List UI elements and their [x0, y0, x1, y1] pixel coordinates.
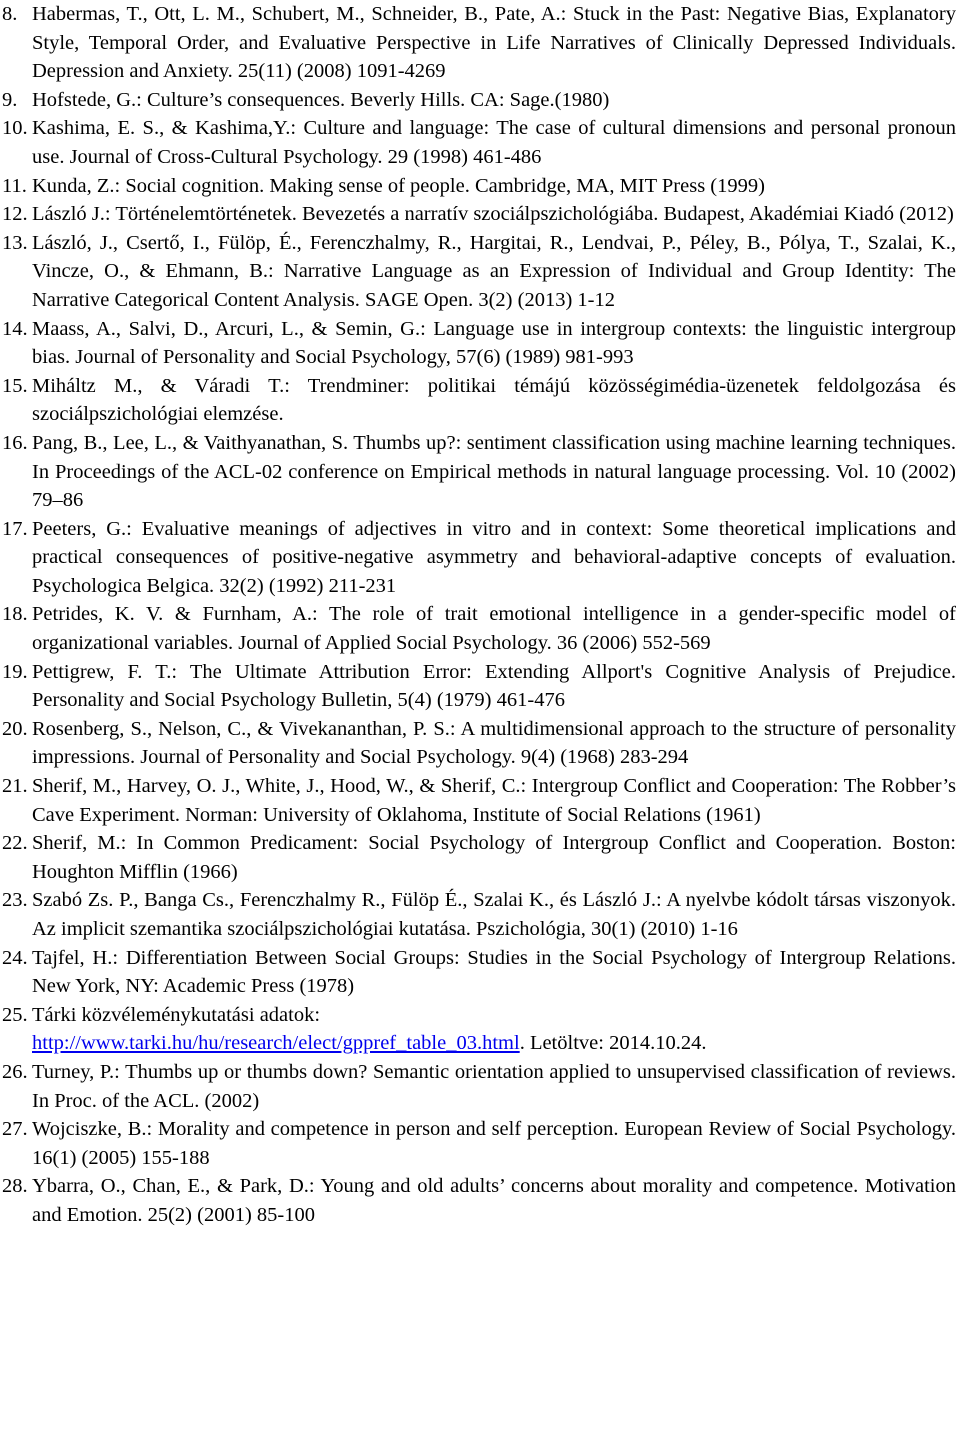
reference-number: 18.: [2, 603, 28, 626]
reference-item: [2, 1058, 956, 1115]
reference-item: [2, 315, 956, 372]
reference-item: [2, 515, 956, 601]
reference-item: [2, 1001, 956, 1058]
reference-number: 26.: [2, 1060, 28, 1083]
reference-text: Szabó Zs. P., Banga Cs., Ferenczhalmy R., Fülöp É., Szalai K., és László J.: A nyelvbe kódolt társas viszonyok. Az implicit szemantika szociálpszichológiai kutatása. Pszichológia, 30(1) (2010) 1-16: [32, 889, 956, 940]
reference-item: [2, 1115, 956, 1172]
reference-text-with-link: [32, 1001, 956, 1058]
reference-number: 25.: [2, 1003, 28, 1026]
reference-number: 22.: [2, 832, 28, 855]
reference-number: 20.: [2, 717, 28, 740]
reference-text: Wojciszke, B.: Morality and competence in person and self perception. European Review of Social Psychology. 16(1) (2005) 155-188: [32, 1118, 956, 1169]
reference-text: Ybarra, O., Chan, E., & Park, D.: Young and old adults’ concerns about morality and competence. Motivation and Emotion. 25(2) (2001) 85-100: [32, 1175, 956, 1226]
reference-text: Tajfel, H.: Differentiation Between Social Groups: Studies in the Social Psychology of Intergroup Relations. New York, NY: Academic Press (1978): [32, 946, 956, 998]
reference-item: [2, 0, 956, 86]
reference-number: 14.: [2, 317, 28, 340]
reference-item: [2, 600, 956, 657]
reference-text: Turney, P.: Thumbs up or thumbs down? Semantic orientation applied to unsupervised classification of reviews. In Proc. of the ACL. (2002): [32, 1060, 956, 1112]
reference-number: 27.: [2, 1118, 28, 1141]
reference-number: 15.: [2, 374, 28, 397]
reference-number: 17.: [2, 517, 28, 540]
reference-item: [2, 944, 956, 1001]
reference-item: [2, 1172, 956, 1229]
reference-item: [2, 715, 956, 772]
reference-number: 28.: [2, 1175, 28, 1198]
reference-item: [2, 86, 956, 115]
reference-item: [2, 829, 956, 886]
reference-text: László J.: Történelemtörténetek. Bevezetés a narratív szociálpszichológiába. Budapest, Akadémiai Kiadó (2012): [32, 203, 954, 226]
reference-item: [2, 658, 956, 715]
reference-number: 10.: [2, 117, 28, 140]
reference-number: 16.: [2, 431, 28, 454]
reference-text: Maass, A., Salvi, D., Arcuri, L., & Semin, G.: Language use in intergroup contexts: the linguistic intergroup bias. Journal of Personality and Social Psychology, 57(6) (1989) 981-993: [32, 317, 956, 369]
reference-text: Rosenberg, S., Nelson, C., & Vivekananthan, P. S.: A multidimensional approach to the structure of personality impressions. Journal of Personality and Social Psychology. 9(4) (1968) 283-294: [32, 717, 956, 769]
reference-number: 12.: [2, 203, 28, 226]
reference-list: [2, 0, 956, 1230]
reference-item: [2, 114, 956, 171]
reference-number: 21.: [2, 775, 28, 798]
reference-number: 9.: [2, 88, 18, 111]
reference-item: [2, 200, 956, 229]
reference-text: Hofstede, G.: Culture’s consequences. Beverly Hills. CA: Sage.(1980): [32, 88, 610, 111]
reference-link[interactable]: http://www.tarki.hu/hu/research/elect/gppref_table_03.html: [32, 1032, 520, 1055]
reference-item: [2, 772, 956, 829]
reference-text: Sherif, M.: In Common Predicament: Social Psychology of Intergroup Conflict and Cooperation. Boston: Houghton Mifflin (1966): [32, 832, 956, 883]
reference-item: [2, 429, 956, 515]
reference-text: Petrides, K. V. & Furnham, A.: The role of trait emotional intelligence in a gender-specific model of organizational variables. Journal of Applied Social Psychology. 36 (2006) 552-569: [32, 603, 956, 655]
reference-item: [2, 172, 956, 201]
reference-text: Kashima, E. S., & Kashima,Y.: Culture and language: The case of cultural dimensions and personal pronoun use. Journal of Cross-Cultural Psychology. 29 (1998) 461-486: [32, 117, 956, 168]
reference-text: Habermas, T., Ott, L. M., Schubert, M., Schneider, B., Pate, A.: Stuck in the Past: Negative Bias, Explanatory Style, Temporal Order, and Evaluative Perspective in Life Narratives of Clinically Depressed Individuals. Depression and Anxiety. 25(11) (2008) 1091-4269: [32, 3, 956, 83]
reference-item: [2, 229, 956, 315]
reference-number: 24.: [2, 946, 28, 969]
reference-link-suffix: . Letöltve: 2014.10.24.: [519, 1032, 707, 1055]
reference-text: Pettigrew, F. T.: The Ultimate Attribution Error: Extending Allport's Cognitive Analysis of Prejudice. Personality and Social Psychology Bulletin, 5(4) (1979) 461-476: [32, 660, 956, 712]
reference-text: Kunda, Z.: Social cognition. Making sense of people. Cambridge, MA, MIT Press (1999): [32, 174, 765, 197]
reference-text: Peeters, G.: Evaluative meanings of adjectives in vitro and in context: Some theoretical implications and practical consequences of positive-negative asymmetry and behavioral-adaptive concepts of evaluation. Psychologica Belgica. 32(2) (1992) 211-231: [32, 517, 956, 597]
reference-number: 11.: [2, 174, 27, 197]
reference-text: Pang, B., Lee, L., & Vaithyanathan, S. Thumbs up?: sentiment classification using machine learning techniques. In Proceedings of the ACL-02 conference on Empirical methods in natural language processing. Vol. 10 (2002) 79–86: [32, 431, 956, 512]
reference-number: 23.: [2, 889, 28, 912]
reference-text: Sherif, M., Harvey, O. J., White, J., Hood, W., & Sherif, C.: Intergroup Conflict and Cooperation: The Robber’s Cave Experiment. Norman: University of Oklahoma, Institute of Social Relations (1961): [32, 775, 956, 826]
reference-number: 13.: [2, 231, 28, 254]
reference-text: Tárki közvéleménykutatási adatok:: [32, 1003, 321, 1026]
reference-item: [2, 372, 956, 429]
reference-number: 8.: [2, 3, 18, 25]
reference-number: 19.: [2, 660, 28, 683]
reference-text: Miháltz M., & Váradi T.: Trendminer: politikai témájú közösségimédia-üzenetek feldolgozása és szociálpszichológiai elemzése.: [32, 374, 956, 426]
reference-text: László, J., Csertő, I., Fülöp, É., Ferenczhalmy, R., Hargitai, R., Lendvai, P., Péley, B., Pólya, T., Szalai, K., Vincze, O., & Ehmann, B.: Narrative Language as an Expression of Individual and Group Identity: The Narrative Categorical Content Analysis. SAGE Open. 3(2) (2013) 1-12: [32, 231, 956, 311]
reference-item: [2, 886, 956, 943]
